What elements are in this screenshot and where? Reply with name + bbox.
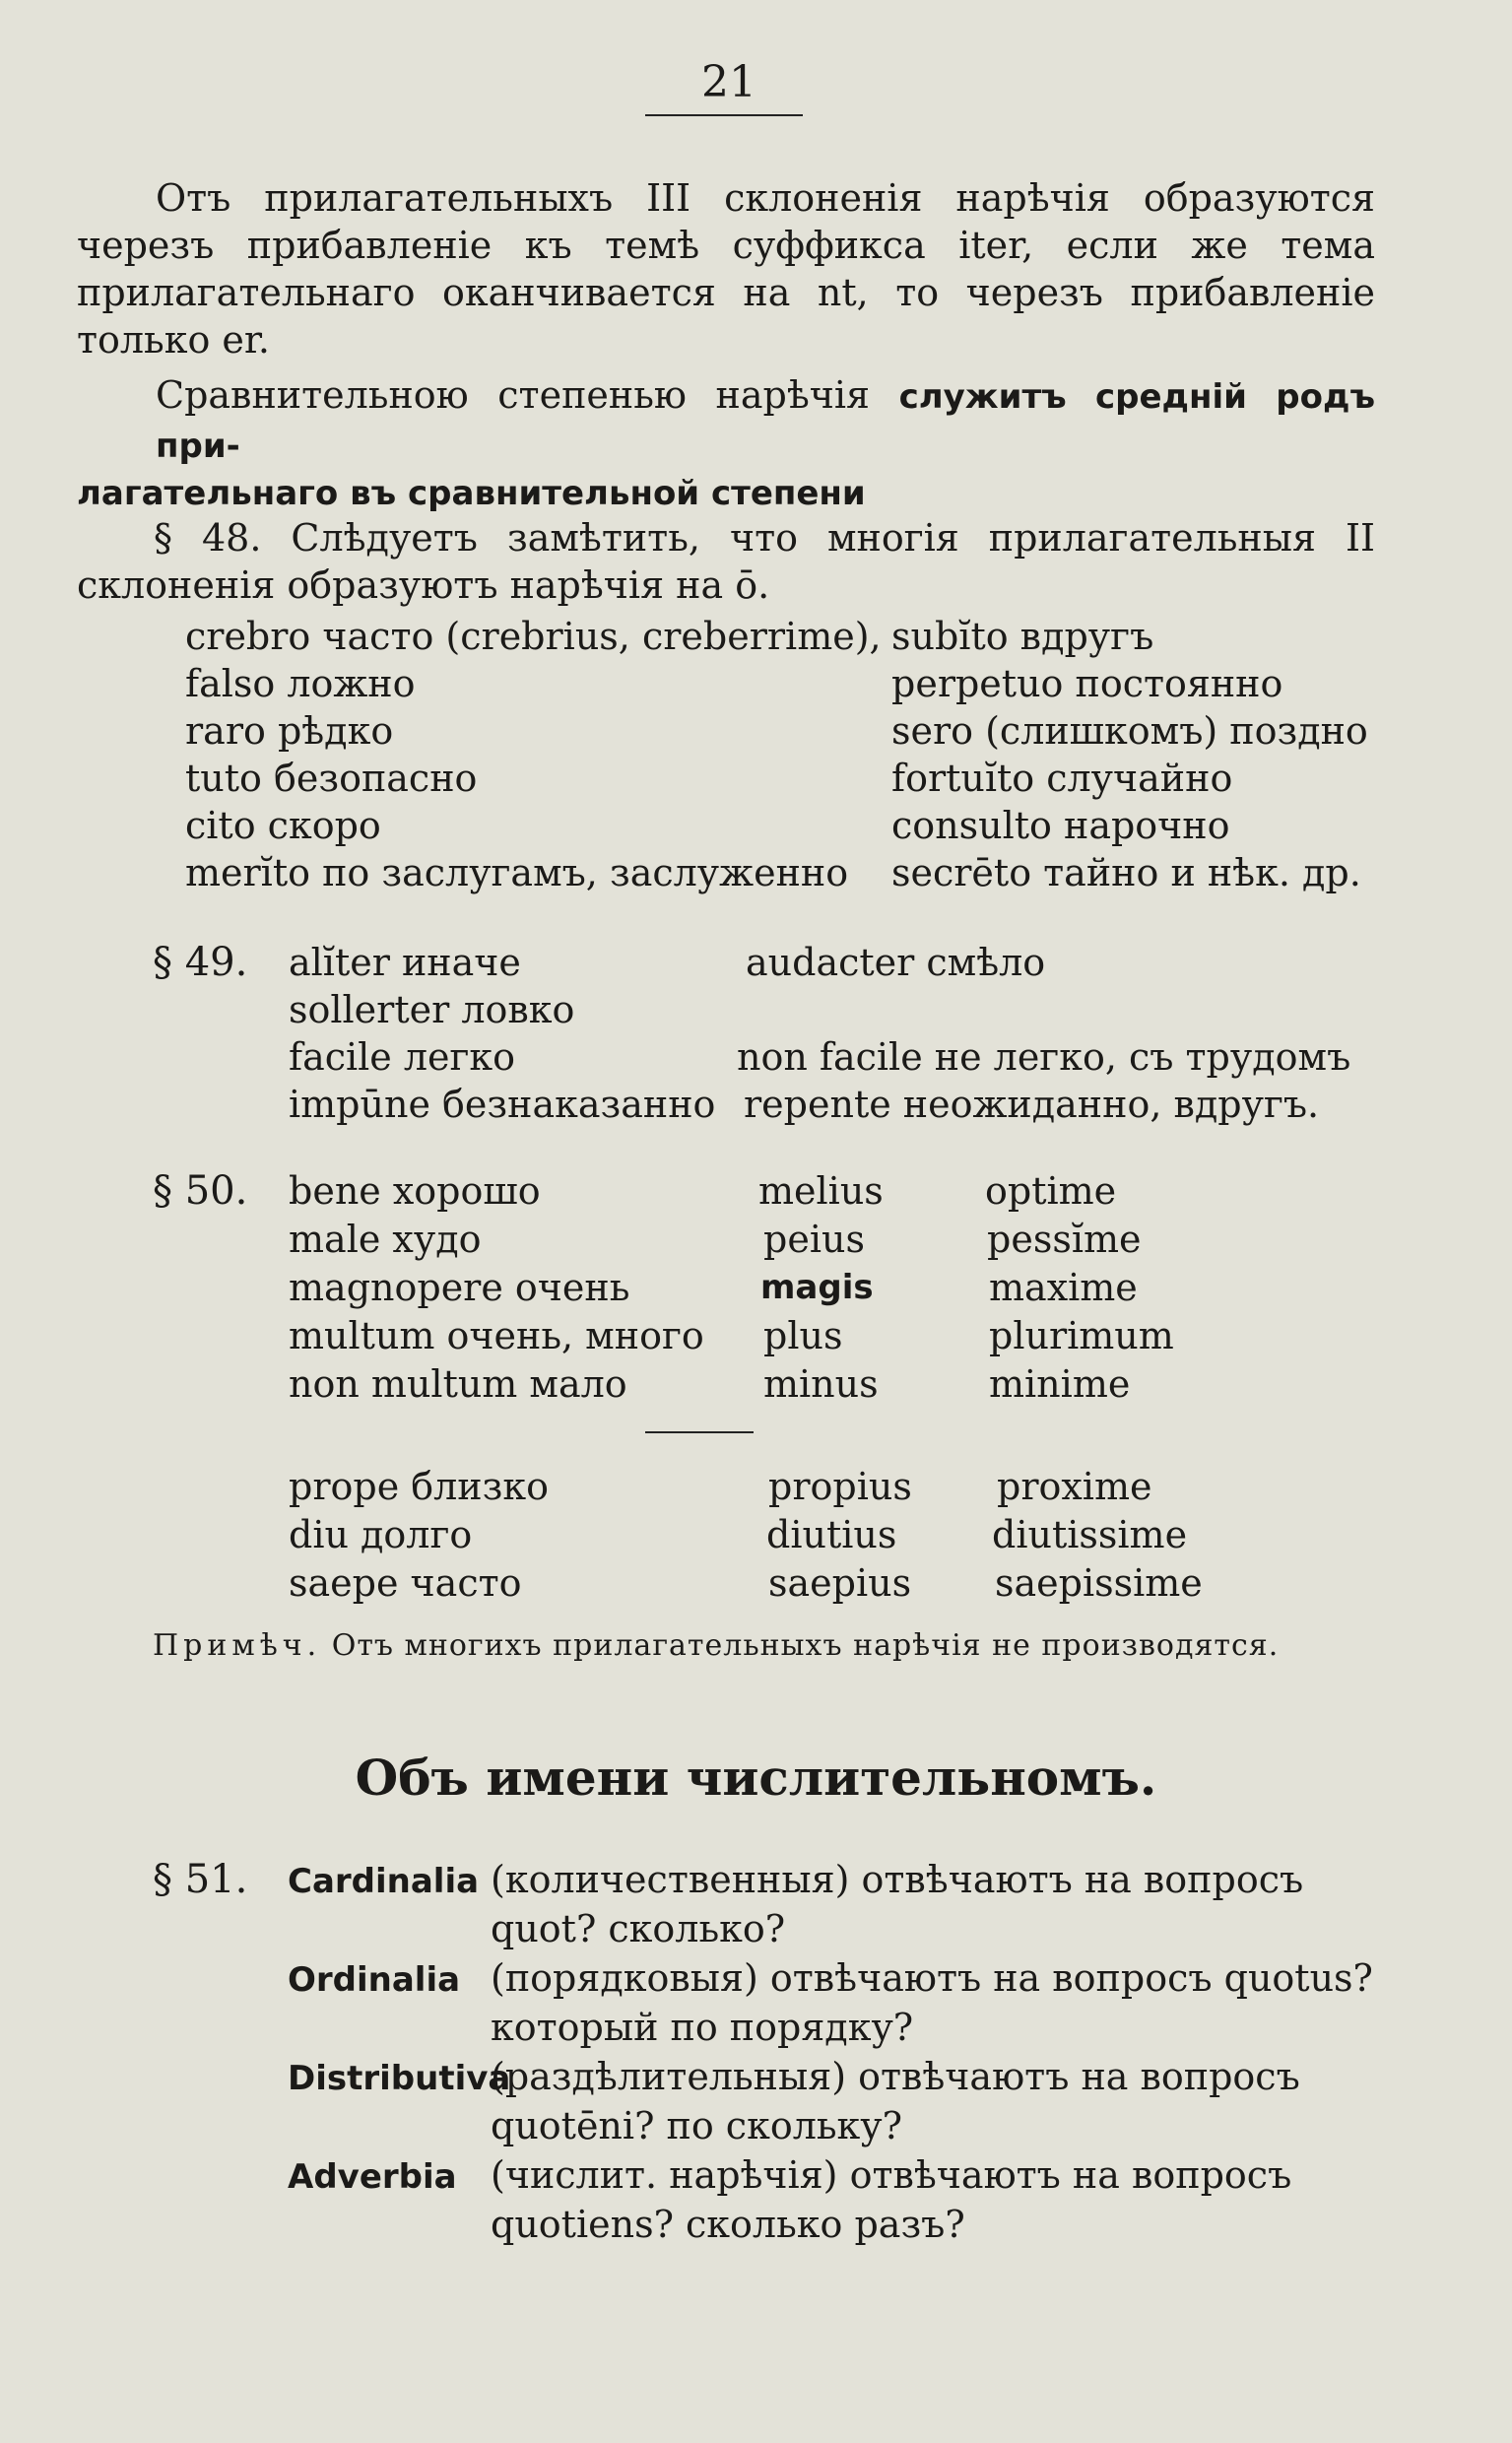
note-lead: Примѣч. [153,1628,322,1663]
s49-left-3: facile легко [289,1035,516,1079]
s50-row6-comp: propius [768,1465,912,1508]
s48-left-4: tuto безопасно [185,757,478,800]
s51-term-cardinalia: Cardinalia [288,1862,480,1901]
comparative-paragraph [77,371,1375,517]
s48-heading-line-2: склоненія образуютъ нарѣчія на ō. [77,563,770,607]
s50-row5-sup: minime [989,1362,1131,1406]
s50-row3-sup: maxime [989,1266,1138,1309]
s49-right-4: repente неожиданно, вдругъ. [744,1083,1320,1126]
s51-cardinalia-line2: quot? сколько? [491,1907,786,1950]
s50-row2-sup: pessĭme [987,1218,1142,1261]
intro-line-1: Отъ прилагательныхъ III склоненія нарѣчія образуются [156,176,1375,220]
s50-row7-base: diu долго [289,1513,473,1556]
s48-right-2: perpetuo постоянно [891,662,1283,705]
s51-cardinalia-line1: (количественныя) отвѣчаютъ на вопросъ [491,1858,1304,1901]
comparative-line-1-a: Сравнительною степенью нарѣчія [156,373,899,417]
s50-row6-sup: proxime [997,1465,1152,1508]
s50-row1-sup: optime [985,1169,1117,1213]
comparative-line-2: лагательнаго въ сравнительной степени [77,474,866,513]
comparative-line-1-b: служитъ средній родъ при- [156,377,1375,466]
s48-right-5: consulto нарочно [891,804,1230,847]
s50-row5-base: non multum мало [289,1362,627,1406]
s50-row2-comp: peius [763,1218,865,1261]
s48-right-1: subĭto вдругъ [891,615,1154,658]
s48-right-6: secrēto тайно и нѣк. др. [891,851,1361,894]
s49-left-1: alĭter иначе [289,941,521,984]
s51-adverbia-line1: (числит. нарѣчія) отвѣчаютъ на вопросъ [491,2153,1292,2197]
s48-left-2: falso ложно [185,662,416,705]
s48-right-3: sero (слишкомъ) поздно [891,709,1368,753]
s49-left-4: impūne безнаказанно [289,1083,716,1126]
note [153,1622,1279,1670]
s51-distributiva-line1: (раздѣлительныя) отвѣчаютъ на вопросъ [491,2055,1300,2098]
s51-term-distributiva: Distributiva [288,2059,511,2098]
page-number: 21 [701,57,756,107]
s50-divider [645,1431,754,1433]
s50-row3-comp: magis [760,1268,874,1307]
s50-row7-comp: diutius [766,1513,897,1556]
s48-right-4: fortuĭto случайно [891,757,1233,800]
intro-line-3: прилагательнаго оканчивается на nt, то черезъ прибавленіе [77,271,1375,314]
s50-row8-comp: saepius [768,1561,912,1605]
s50-row4-comp: plus [763,1314,843,1357]
s50-label: § 50. [153,1168,248,1214]
intro-paragraph [77,174,1375,363]
s50-row6-base: prope близко [289,1465,549,1508]
s50-row4-sup: plurimum [989,1314,1174,1357]
s50-row4-base: multum очень, много [289,1314,704,1357]
s51-distributiva-line2: quotēni? по скольку? [491,2104,903,2147]
s51-label: § 51. [153,1857,248,1902]
s50-row1-base: bene хорошо [289,1169,541,1213]
numerals-heading: Объ имени числительномъ. [355,1749,1157,1807]
s51-term-adverbia: Adverbia [288,2157,457,2197]
s50-row3-base: magnopere очень [289,1266,630,1309]
comparative-line-1 [77,371,1375,470]
s48-left-5: cito скоро [185,804,381,847]
s51-ordinalia-line2: который по порядку? [491,2006,914,2049]
s49-right-3: non facile не легко, съ трудомъ [737,1035,1351,1079]
s48-left-1: crebro часто (crebrius, creberrime), [185,615,882,658]
s50-row2-base: male худо [289,1218,482,1261]
s50-row5-comp: minus [763,1362,879,1406]
s50-row7-sup: diutissime [992,1513,1188,1556]
intro-line-4: только er. [77,318,270,362]
s50-row8-sup: saepissime [995,1561,1203,1605]
s51-adverbia-line2: quotiens? сколько разъ? [491,2203,965,2246]
s50-row8-base: saepe часто [289,1561,522,1605]
intro-line-2: черезъ прибавленіе къ темѣ суффикса iter, если же тема [77,224,1375,267]
s49-label: § 49. [153,940,248,985]
s49-left-2: sollerter ловко [289,988,575,1031]
s51-ordinalia-line1: (порядковыя) отвѣчаютъ на вопросъ quotus? [491,1956,1373,2000]
section-48-heading [77,514,1375,609]
s49-right-1: audacter смѣло [746,941,1046,984]
s50-row1-comp: melius [758,1169,884,1213]
s51-term-ordinalia: Ordinalia [288,1960,461,2000]
s48-left-6: merĭto по заслугамъ, заслуженно [185,851,849,894]
note-text: Отъ многихъ прилагательныхъ нарѣчія не производятся. [331,1628,1280,1663]
s48-heading-line-1: § 48. Слѣдуетъ замѣтить, что многія прилагательныя II [154,516,1375,560]
s48-left-3: raro рѣдко [185,709,394,753]
header-rule [645,114,803,116]
